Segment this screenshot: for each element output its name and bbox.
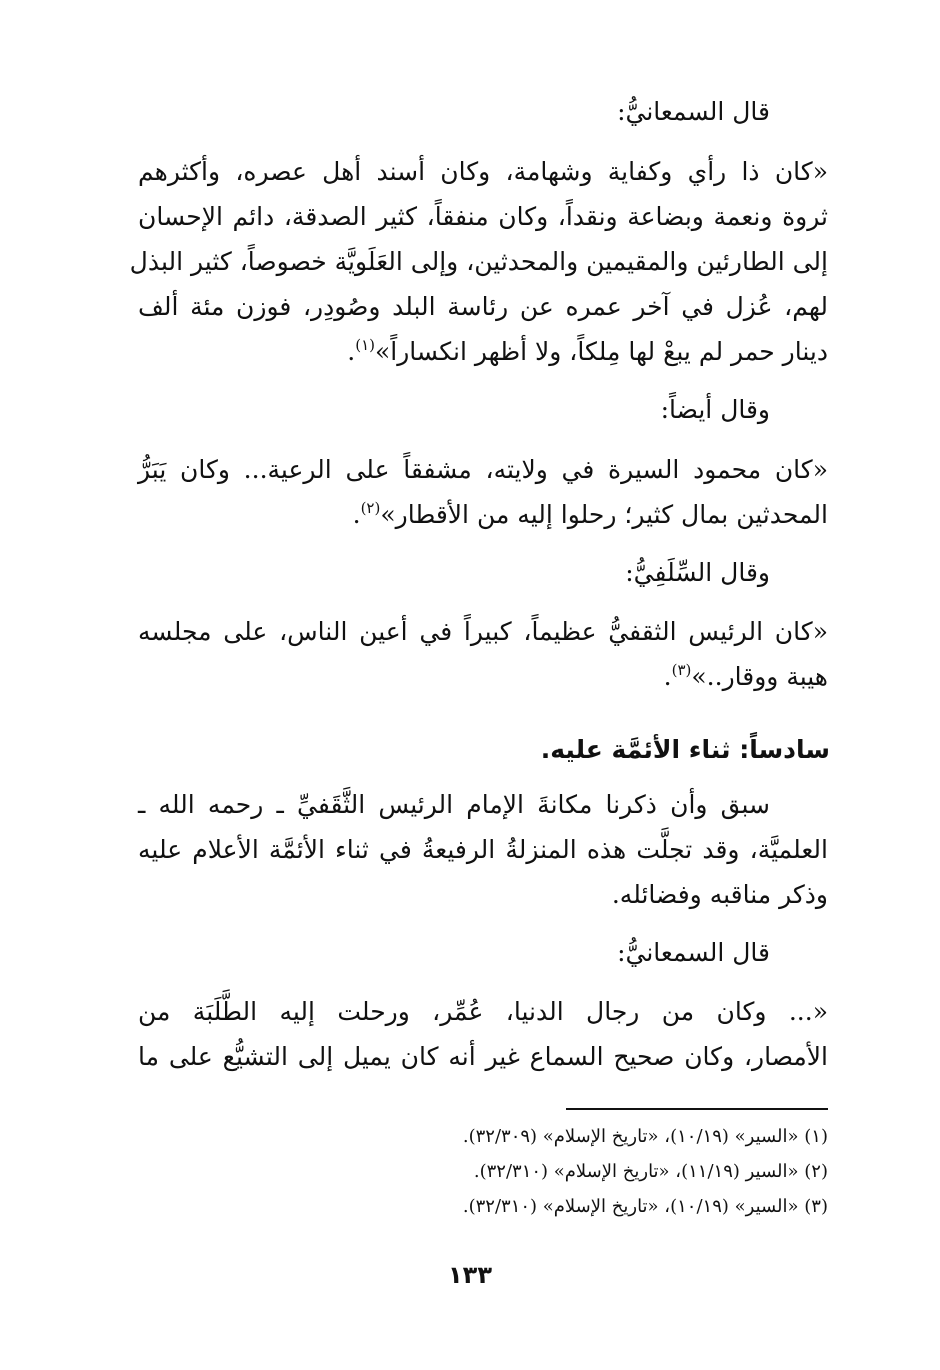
- quote-text: المحدثين بمال كثير؛ رحلوا إليه من الأقطار»: [380, 500, 828, 529]
- footnote: (٢) «السير (١١/١٩)، «تاريخ الإسلام» (٣٢/٣١٠).: [473, 1161, 828, 1182]
- quote-line: لهم، عُزل في آخر عمره عن رئاسة البلد وصُودِر، فوزن مئة ألف: [138, 292, 828, 321]
- quote-line-end: [500, 657, 828, 697]
- quote-line: الأمصار، وكان صحيح السماع غير أنه كان يميل إلى التشيُّع على ما: [138, 1042, 828, 1071]
- footnote-separator: [566, 1108, 828, 1110]
- quote-line: «كان ذا رأي وكفاية وشهامة، وكان أسند أهل عصره، وأكثرهم: [138, 157, 828, 186]
- quote-line: إلى الطارئين والمقيمين والمحدثين، وإلى العَلَويَّة خصوصاً، كثير البذل: [129, 247, 828, 276]
- paragraph-intro-also: وقال أيضاً:: [660, 395, 770, 424]
- quote-line: «كان الرئيس الثقفيُّ عظيماً، كبيراً في أعين الناس، على مجلسه: [138, 617, 828, 646]
- footnote: (١) «السير» (١٠/١٩)، «تاريخ الإسلام» (٣٢/٣٠٩).: [462, 1126, 828, 1147]
- footnote-ref: (١): [355, 336, 375, 354]
- footnote-ref: (٣): [671, 661, 692, 679]
- quote-text: هيبة ووقار..»: [691, 662, 828, 691]
- paragraph-intro-silafi: وقال السِّلَفِيُّ:: [625, 558, 770, 587]
- quote-line-end: [300, 495, 828, 535]
- paragraph-intro-samaani: قال السمعانيُّ:: [617, 97, 770, 126]
- body-line: العلميَّة، وقد تجلَّت هذه المنزلةُ الرفيعةُ في ثناء الأئمَّة الأعلام عليه: [138, 835, 828, 864]
- quote-text: دينار حمر لم يبعْ لها مِلكاً، ولا أظهر انكساراً»: [374, 337, 828, 366]
- period: .: [663, 662, 672, 691]
- footnote: (٣) «السير» (١٠/١٩)، «تاريخ الإسلام» (٣٢/٣١٠).: [462, 1196, 828, 1217]
- body-line-end: وذكر مناقبه وفضائله.: [611, 880, 828, 909]
- period: .: [352, 500, 361, 529]
- body-line: سبق وأن ذكرنا مكانةَ الإمام الرئيس الثَّقَفيِّ ـ رحمه الله ـ: [138, 790, 770, 819]
- quote-line: «كان محمود السيرة في ولايته، مشفقاً على الرعية... وكان يَبَرُّ: [138, 455, 828, 484]
- quote-line-end: [300, 332, 828, 372]
- quote-line: «... وكان من رجال الدنيا، عُمِّر، ورحلت إليه الطَّلَبَة من: [138, 997, 828, 1026]
- quote-line: ثروة ونعمة وبضاعة ونقداً، وكان منفقاً، كثير الصدقة، دائم الإحسان: [138, 202, 828, 231]
- paragraph-intro-samaani: قال السمعانيُّ:: [617, 938, 770, 967]
- footnote-ref: (٢): [360, 499, 381, 517]
- period: .: [347, 337, 356, 366]
- page-number: ١٣٣: [448, 1261, 492, 1289]
- section-heading: سادساً: ثناء الأئمَّة عليه.: [540, 735, 830, 764]
